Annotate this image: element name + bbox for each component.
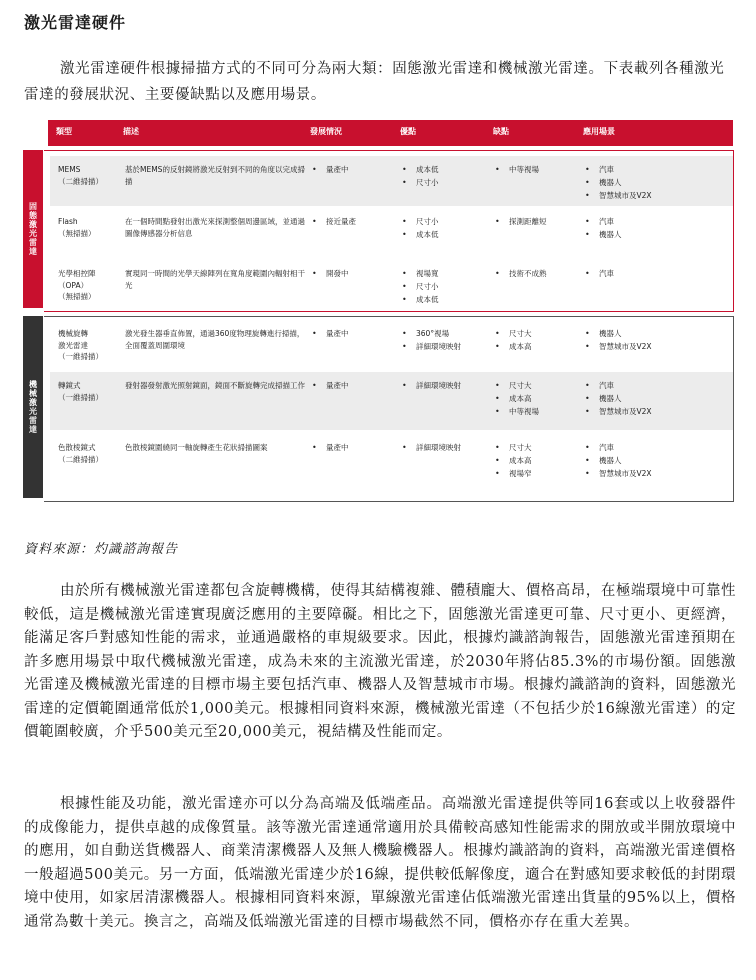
list-item: • 機器人 [585,455,725,467]
list-item: • 智慧城市及V2X [585,406,725,418]
header-type: 類型 [56,127,72,136]
group-label-mechanical: 機械激光雷達 [28,380,38,434]
list-item: • 尺寸小 [402,216,487,228]
list-item: • 尺寸小 [402,281,487,293]
list-item: • 技術不成熟 [495,268,580,280]
cell-development [312,328,392,341]
cell-type: MEMS （二維掃描） [58,165,103,186]
cell-applications [585,380,725,419]
source-note: 資料來源：灼識諮詢報告 [24,542,179,557]
cell-description: 激光發生器垂直佈置，通過360度物理旋轉進行掃描，全面覆蓋周圍環境 [125,329,305,350]
cell-cons [495,380,580,419]
cell-description: 實現同一時間的光學天線陣列在寬角度範圍內輻射相干光 [125,269,305,290]
list-item: • 接近量產 [312,216,392,228]
list-item: • 成本低 [402,229,487,241]
table-row [50,260,733,310]
cell-pros [402,164,487,190]
group-solid-state [23,150,43,308]
list-item: • 量產中 [312,380,392,392]
list-item: • 智慧城市及V2X [585,190,725,202]
section-title: 激光雷達硬件 [24,13,127,32]
list-item: • 尺寸大 [495,328,580,340]
header-apps: 應用場景 [583,127,615,136]
list-item: • 尺寸小 [402,177,487,189]
table-row [50,208,733,258]
cell-pros [402,268,487,307]
list-item: • 詳細環境映射 [402,341,487,353]
cell-description: 色散棱鏡圍繞同一軸旋轉產生花狀掃描圖案 [125,443,268,452]
list-item: • 量產中 [312,442,392,454]
list-item: • 成本低 [402,164,487,176]
cell-type: 機械旋轉 激光雷達 （一維掃描） [58,329,103,361]
header-dev: 發展情況 [310,127,342,136]
list-item: • 成本高 [495,393,580,405]
cell-cons [495,328,580,354]
list-item: • 成本高 [495,341,580,353]
cell-cons [495,442,580,481]
list-item: • 開發中 [312,268,392,280]
cell-pros [402,328,487,354]
list-item: • 機器人 [585,393,725,405]
list-item: • 視場寬 [402,268,487,280]
cell-type: Flash （無掃描） [58,217,96,238]
body-paragraph-1: 由於所有機械激光雷達都包含旋轉機構，使得其結構複雜、體積龐大、價格高昂，在極端環境中可靠性較低，這是機械激光雷達實現廣泛應用的主要障礙。相比之下，固態激光雷達更可靠、尺寸更小、更經濟，能滿足客戶對感知性能的需求，並通過嚴格的車規級要求。因此，根據灼識諮詢報告，固態激光雷達預期在許多應用場景中取代機械激光雷達，成為未來的主流激光雷達，於2030年將佔85.3%的市場份額。固態激光雷達及機械激光雷達的目標市場主要包括汽車、機器人及智慧城市市場。根據灼識諮詢的資料，固態激光雷達的定價範圍通常低於1,000美元。根據相同資料來源，機械激光雷達（不包括少於16線激光雷達）的定價範圍較廣，介乎500美元至20,000美元，視結構及性能而定。 [24,583,736,740]
cell-cons [495,164,580,177]
list-item: • 成本高 [495,455,580,467]
group-label-solid: 固態激光雷達 [28,202,38,256]
list-item: • 尺寸大 [495,380,580,392]
cell-applications [585,328,725,354]
list-item: • 汽車 [585,442,725,454]
cell-description: 發射器發射激光照射鏡面，鏡面不斷旋轉完成掃描工作 [125,381,305,390]
cell-type: 色散棱鏡式 （二維掃描） [58,443,103,464]
cell-applications [585,268,725,281]
list-item: • 智慧城市及V2X [585,468,725,480]
cell-development [312,380,392,393]
list-item: • 汽車 [585,164,725,176]
cell-development [312,216,392,229]
table-row [50,156,733,206]
list-item: • 視場窄 [495,468,580,480]
table-row [50,434,733,492]
list-item: • 中等視場 [495,406,580,418]
list-item: • 尺寸大 [495,442,580,454]
lidar-comparison-table [23,120,735,502]
list-item: • 汽車 [585,268,725,280]
list-item: • 機器人 [585,177,725,189]
list-item: • 詳細環境映射 [402,380,487,392]
cell-applications [585,164,725,203]
group-mechanical [23,316,43,498]
list-item: • 360°視場 [402,328,487,340]
list-item: • 機器人 [585,229,725,241]
cell-pros [402,442,487,455]
cell-pros [402,380,487,393]
cell-description: 基於MEMS的反射鏡將激光反射到不同的角度以完成掃描 [125,165,305,186]
cell-development [312,164,392,177]
list-item: • 成本低 [402,294,487,306]
header-cons: 缺點 [493,127,509,136]
cell-applications [585,216,725,242]
body-paragraph-2: 根據性能及功能，激光雷達亦可以分為高端及低端產品。高端激光雷達提供等同16套或以上收發器件的成像能力，提供卓越的成像質量。該等激光雷達通常適用於具備較高感知性能需求的開放或半開放環境中的應用，如自動送貨機器人、商業清潔機器人及無人機驗機器人。根據灼識諮詢的資料，高端激光雷達價格一般超過500美元。另一方面，低端激光雷達少於16線，提供較低解像度，適合在對感知要求較低的封閉環境中使用，如家居清潔機器人。根據相同資料來源，單線激光雷達佔低端激光雷達出貨量的95%以上，價格通常為數十美元。換言之，高端及低端激光雷達的目標市場截然不同，價格亦存在重大差異。 [24,796,736,930]
list-item: • 汽車 [585,380,725,392]
list-item: • 智慧城市及V2X [585,341,725,353]
cell-type: 轉鏡式 （一維掃描） [58,381,103,402]
table-header [48,120,733,146]
header-pros: 優點 [400,127,416,136]
cell-type: 光學相控陣 （OPA） （無掃描） [58,269,96,301]
list-item: • 探測距離短 [495,216,580,228]
list-item: • 汽車 [585,216,725,228]
intro-paragraph: 激光雷達硬件根據掃描方式的不同可分為兩大類：固態激光雷達和機械激光雷達。下表載列各種激光雷達的發展狀況、主要優缺點以及應用場景。 [24,61,725,103]
cell-cons [495,216,580,229]
list-item: • 量產中 [312,328,392,340]
list-item: • 量產中 [312,164,392,176]
table-row [50,320,733,370]
table-row [50,372,733,430]
cell-cons [495,268,580,281]
cell-applications [585,442,725,481]
cell-development [312,442,392,455]
list-item: • 詳細環境映射 [402,442,487,454]
cell-description: 在一個時間點發射出激光來探測整個周邊區域，並通過圖像傳感器分析信息 [125,217,305,238]
header-desc: 描述 [123,127,139,136]
cell-pros [402,216,487,242]
list-item: • 機器人 [585,328,725,340]
cell-development [312,268,392,281]
list-item: • 中等視場 [495,164,580,176]
